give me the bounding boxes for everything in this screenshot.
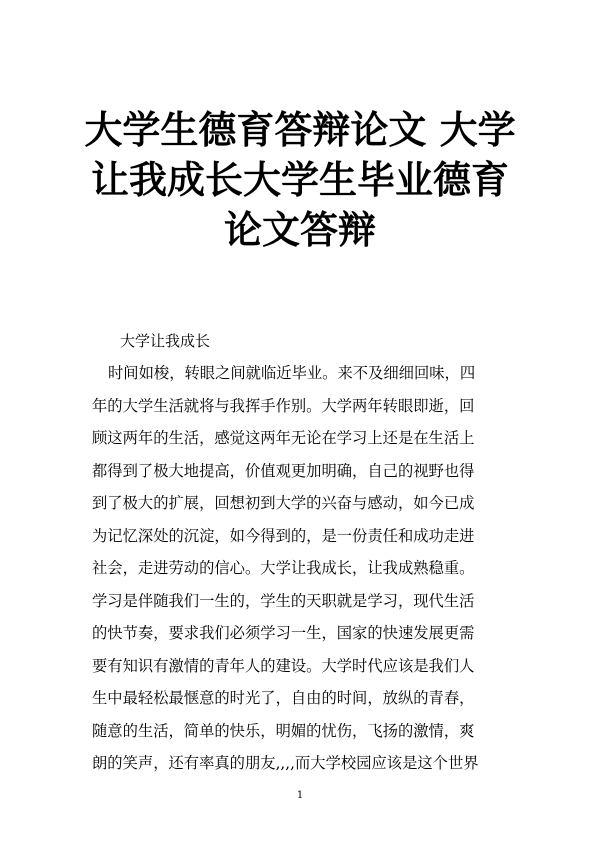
- body-line: 要有知识有激情的青年人的建设。大学时代应该是我们人: [92, 656, 475, 675]
- body-line: 社会，走进劳动的信心。大学让我成长，让我成熟稳重。: [92, 559, 475, 577]
- title-line-3: 论文答辩: [223, 207, 376, 252]
- body-line: 时间如梭，转眼之间就临近毕业。来不及细细回味，四: [108, 364, 476, 382]
- body-line: 随意的生活，简单的快乐，明媚的忧伤，飞扬的激情，爽: [92, 721, 475, 740]
- body-line: 学习是伴随我们一生的，学生的天职就是学习，现代生活: [92, 591, 475, 610]
- body-line: 到了极大的扩展，回想初到大学的兴奋与感动，如今已成: [92, 494, 475, 512]
- body-line: 年的大学生活就将与我挥手作别。大学两年转眼即逝，回: [92, 396, 475, 415]
- document-body: [92, 325, 508, 780]
- title-line-2: 让我成长大学生毕业德育: [90, 157, 509, 202]
- section-subtitle: 大学让我成长: [120, 332, 211, 350]
- document-title: [80, 105, 520, 255]
- page-number: 1: [296, 790, 304, 801]
- body-line: 的快节奏，要求我们必须学习一生，国家的快速发展更需: [92, 624, 475, 642]
- title-line-1: 大学生德育答辩论文 大学: [84, 107, 516, 152]
- body-line: 顾这两年的生活，感觉这两年无论在学习上还是在生活上: [92, 429, 475, 447]
- body-line: 为记忆深处的沉淀，如今得到的，是一份责任和成功走进: [92, 526, 475, 545]
- body-line: 生中最轻松最惬意的时光了，自由的时间，放纵的青春，: [92, 689, 475, 707]
- body-line: 都得到了极大地提高，价值观更加明确，自己的视野也得: [92, 461, 475, 480]
- body-line: 朗的笑声，还有率真的朋友,,,,而大学校园应该是这个世界: [92, 754, 479, 772]
